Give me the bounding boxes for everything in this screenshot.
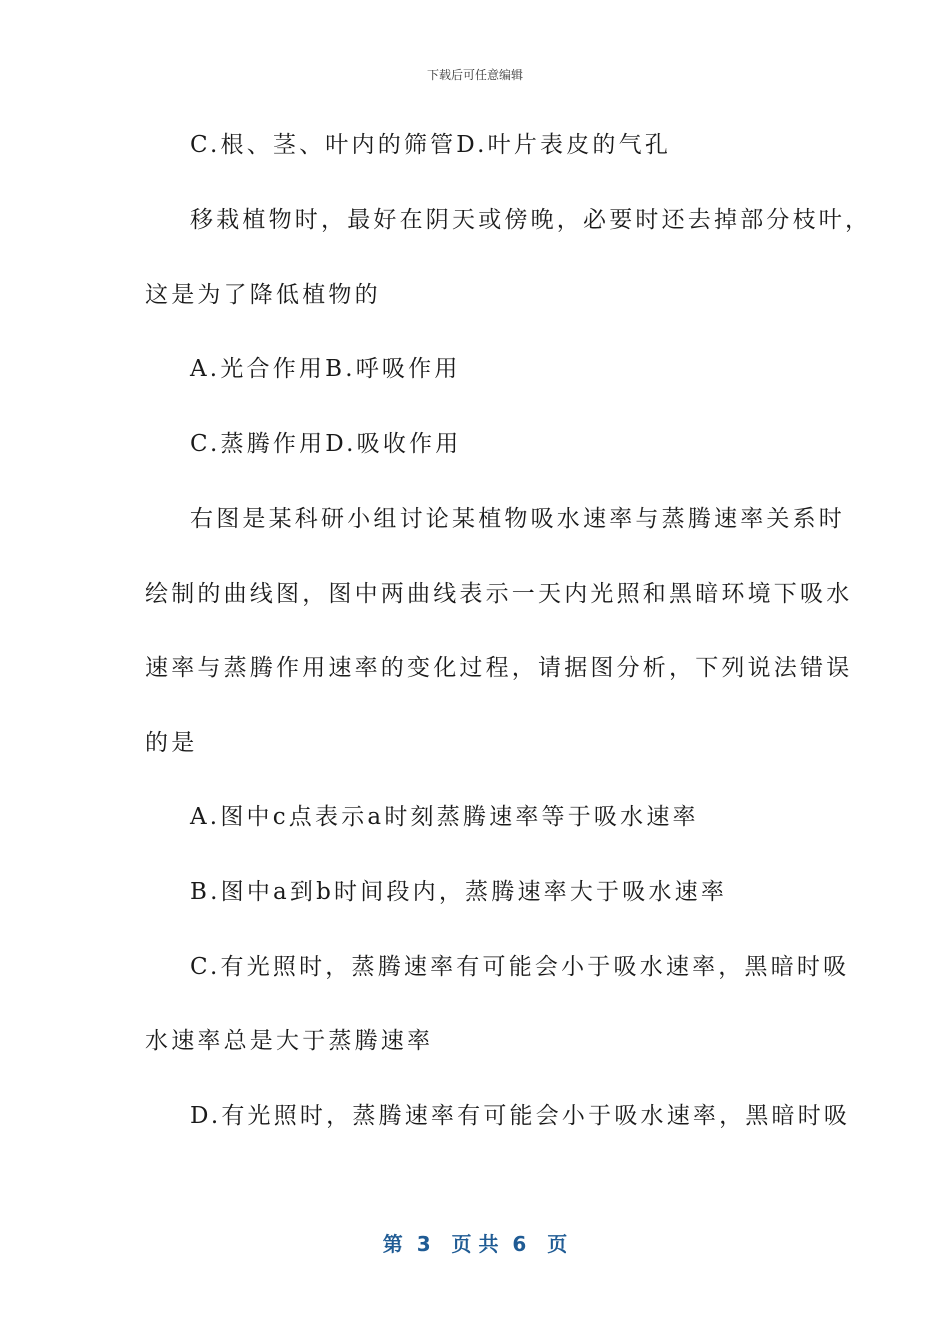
- question-text-continued: 速率与蒸腾作用速率的变化过程，请据图分析，下列说法错误: [145, 655, 853, 681]
- option-b: B.图中a到b时间段内，蒸腾速率大于吸水速率: [190, 879, 728, 905]
- question-text: 右图是某科研小组讨论某植物吸水速率与蒸腾速率关系时: [190, 506, 845, 532]
- option-d: D.有光照时，蒸腾速率有可能会小于吸水速率，黑暗时吸: [190, 1103, 851, 1129]
- header-note: 下载后可任意编辑: [426, 68, 523, 82]
- option-a: A.图中c点表示a时刻蒸腾速率等于吸水速率: [190, 804, 699, 830]
- question-text: 移栽植物时，最好在阴天或傍晚，必要时还去掉部分枝叶，: [190, 207, 872, 233]
- question-text-continued: 绘制的曲线图，图中两曲线表示一天内光照和黑暗环境下吸水: [145, 581, 853, 607]
- option-c-d-line: C.根、茎、叶内的筛管D.叶片表皮的气孔: [190, 132, 672, 158]
- question-text-continued: 这是为了降低植物的: [145, 282, 381, 308]
- option-c: C.有光照时，蒸腾速率有可能会小于吸水速率，黑暗时吸: [190, 954, 850, 980]
- page-number: 第 3 页 共 6 页: [382, 1232, 568, 1256]
- option-c-d-line: C.蒸腾作用D.吸收作用: [190, 431, 462, 457]
- question-text-continued: 的是: [145, 730, 198, 756]
- option-c-continued: 水速率总是大于蒸腾速率: [145, 1028, 434, 1054]
- option-a-b-line: A.光合作用B.呼吸作用: [190, 356, 461, 382]
